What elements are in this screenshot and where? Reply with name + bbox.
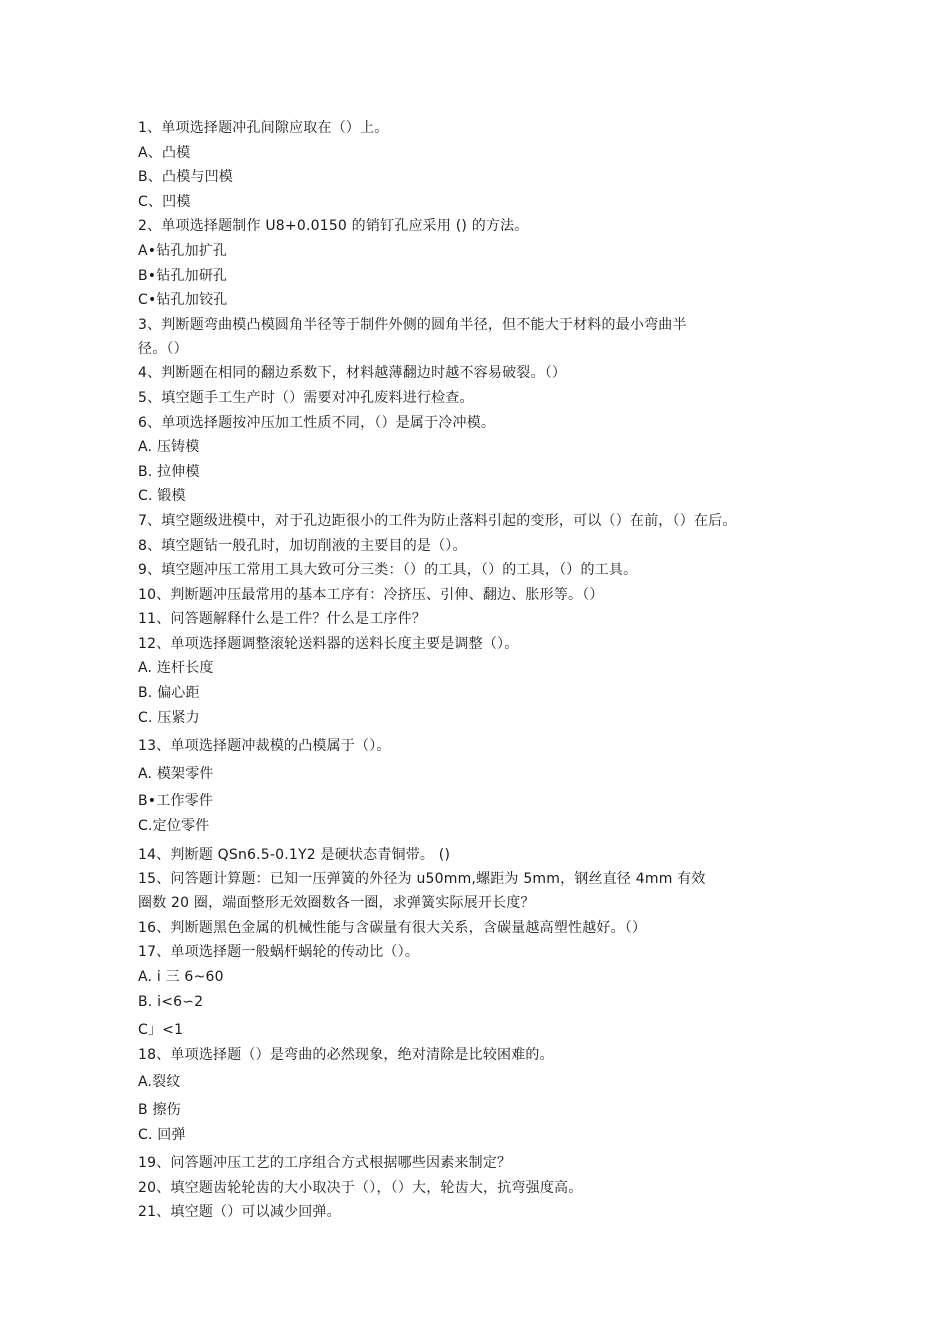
question-4: 4、判断题在相同的翻边系数下，材料越薄翻边时越不容易破裂。（）	[138, 365, 567, 382]
option-2b: B•钻孔加研孔	[138, 267, 228, 284]
option-17a: A. i 三 6~60	[138, 969, 224, 985]
question-3-continued: 径。（）	[138, 340, 188, 357]
option-6b: B. 拉伸模	[138, 463, 200, 480]
option-1b: B、凸模与凹模	[138, 169, 234, 186]
option-6a: A. 压铸模	[138, 439, 200, 456]
question-20: 20、填空题齿轮轮齿的大小取决于（），（）大，轮齿大，抗弯强度高。	[138, 1179, 583, 1196]
question-16: 16、判断题黑色金属的机械性能与含碳量有很大关系，含碳量越高塑性越好。（）	[138, 919, 647, 936]
option-17b: B. i<6∽2	[138, 993, 204, 1010]
question-1: 1、单项选择题冲孔间隙应取在（）上。	[138, 120, 389, 136]
question-list	[138, 116, 838, 1225]
question-3: 3、判断题弯曲模凸模圆角半径等于制件外侧的圆角半径，但不能大于材料的最小弯曲半	[138, 316, 687, 333]
option-18b: B 擦伤	[138, 1101, 181, 1118]
option-6c: C. 锻模	[138, 488, 186, 505]
question-6: 6、单项选择题按冲压加工性质不同，（）是属于冷冲模。	[138, 414, 496, 431]
option-1a: A、凸模	[138, 144, 191, 161]
question-2: 2、单项选择题制作 U8+0.0150 的销钉孔应采用 () 的方法。	[138, 218, 529, 235]
option-12b: B. 偏心距	[138, 685, 200, 702]
question-11: 11、问答题解释什么是工件？什么是工序件？	[138, 611, 427, 628]
question-14: 14、判断题 QSn6.5-0.1Y2 是硬状态青铜带。 ()	[138, 846, 451, 863]
option-1c: C、凹模	[138, 193, 191, 210]
question-17: 17、单项选择题一般蜗杆蜗轮的传动比（）。	[138, 944, 420, 961]
question-13: 13、单项选择题冲裁模的凸模属于（）。	[138, 738, 391, 755]
question-12: 12、单项选择题调整滚轮送料器的送料长度主要是调整（）。	[138, 635, 519, 652]
question-18: 18、单项选择题（）是弯曲的必然现象，绝对清除是比较困难的。	[138, 1046, 554, 1063]
option-17c: C」<1	[138, 1022, 184, 1039]
option-13a: A. 模架零件	[138, 765, 214, 782]
option-18a: A.裂纹	[138, 1074, 181, 1091]
question-15-continued: 圈数 20 圈，端面整形无效圈数各一圈，求弹簧实际展开长度？	[138, 895, 535, 912]
option-13b: B•工作零件	[138, 793, 214, 810]
question-5: 5、填空题手工生产时（）需要对冲孔废料进行检查。	[138, 389, 474, 406]
option-18c: C. 回弹	[138, 1126, 186, 1143]
question-8: 8、填空题钻一般孔时，加切削液的主要目的是（）。	[138, 537, 467, 554]
option-12a: A. 连杆长度	[138, 660, 214, 677]
question-7: 7、填空题级进模中，对于孔边距很小的工件为防止落料引起的变形，可以（）在前，（）在后。	[138, 512, 737, 529]
option-13c: C.定位零件	[138, 818, 210, 835]
question-19: 19、问答题冲压工艺的工序组合方式根据哪些因素来制定？	[138, 1155, 512, 1172]
option-2c: C•钻孔加铰孔	[138, 292, 228, 309]
option-2a: A•钻孔加扩孔	[138, 242, 228, 259]
question-9: 9、填空题冲压工常用工具大致可分三类：（）的工具，（）的工具，（）的工具。	[138, 562, 638, 579]
option-12c: C. 压紧力	[138, 709, 200, 726]
question-21: 21、填空题（）可以减少回弹。	[138, 1204, 341, 1221]
question-10: 10、判断题冲压最常用的基本工序有：冷挤压、引伸、翻边、胀形等。（）	[138, 586, 604, 603]
question-15: 15、问答题计算题：已知一压弹簧的外径为 u50mm,螺距为 5mm，钢丝直径 4mm 有效	[138, 871, 706, 888]
